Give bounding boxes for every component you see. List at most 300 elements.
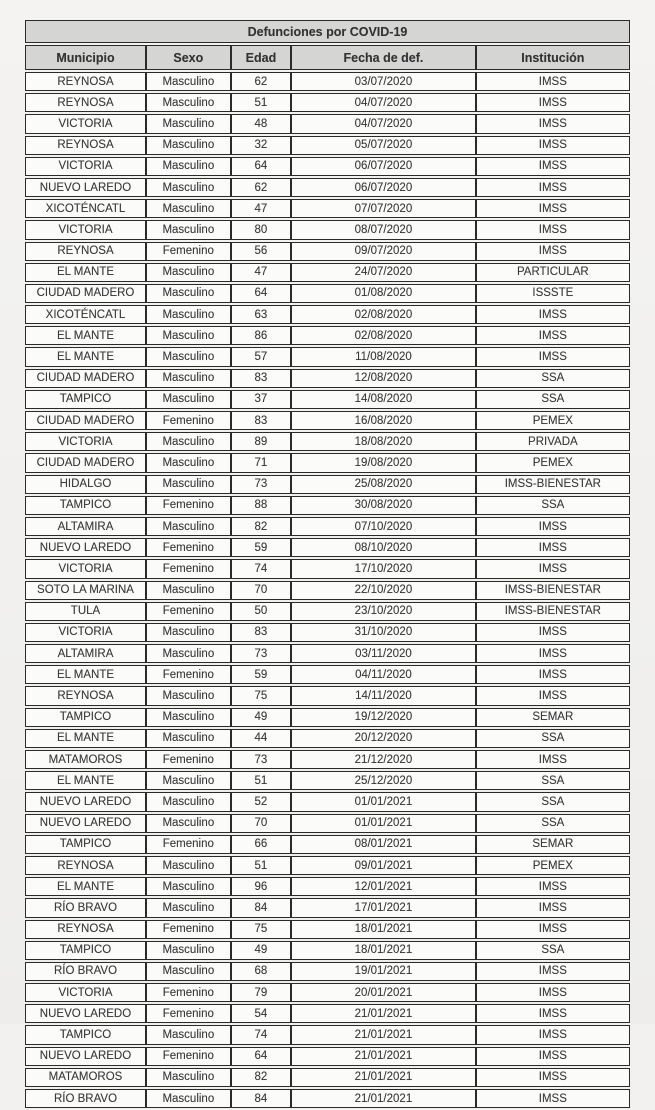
table-cell: 22/10/2020: [291, 581, 476, 600]
table-row: [25, 1089, 630, 1108]
table-cell: 17/01/2021: [291, 898, 476, 917]
table-cell: Masculino: [146, 729, 231, 748]
table-cell: IMSS: [476, 1025, 630, 1044]
table-row: [25, 665, 630, 684]
table-cell: 82: [231, 517, 292, 536]
table-cell: 14/11/2020: [291, 686, 476, 705]
column-header-edad: Edad: [231, 45, 292, 70]
table-cell: Femenino: [146, 411, 231, 430]
table-row: [25, 284, 630, 303]
table-cell: 25/12/2020: [291, 771, 476, 790]
table-cell: ALTAMIRA: [25, 517, 146, 536]
table-cell: SOTO LA MARINA: [25, 581, 146, 600]
table-cell: Masculino: [146, 347, 231, 366]
table-cell: Masculino: [146, 114, 231, 133]
table-cell: Femenino: [146, 1004, 231, 1023]
table-cell: 44: [231, 729, 292, 748]
table-cell: 25/08/2020: [291, 475, 476, 494]
table-cell: IMSS: [476, 750, 630, 769]
table-cell: 84: [231, 1089, 292, 1108]
table-cell: 07/10/2020: [291, 517, 476, 536]
table-cell: 31/10/2020: [291, 623, 476, 642]
table-cell: VICTORIA: [25, 983, 146, 1002]
table-cell: 83: [231, 623, 292, 642]
table-cell: RÍO BRAVO: [25, 1089, 146, 1108]
table-cell: Masculino: [146, 898, 231, 917]
table-cell: 19/01/2021: [291, 962, 476, 981]
table-cell: Masculino: [146, 305, 231, 324]
table-row: [25, 750, 630, 769]
column-header-sexo: Sexo: [146, 45, 231, 70]
table-cell: CIUDAD MADERO: [25, 453, 146, 472]
table-cell: 06/07/2020: [291, 178, 476, 197]
table-cell: 52: [231, 792, 292, 811]
table-cell: 68: [231, 962, 292, 981]
table-cell: Masculino: [146, 1089, 231, 1108]
table-cell: Masculino: [146, 644, 231, 663]
table-cell: IMSS: [476, 157, 630, 176]
table-cell: NUEVO LAREDO: [25, 814, 146, 833]
table-cell: 08/10/2020: [291, 538, 476, 557]
table-cell: Masculino: [146, 581, 231, 600]
table-cell: RÍO BRAVO: [25, 962, 146, 981]
table-cell: 47: [231, 263, 292, 282]
table-row: [25, 623, 630, 642]
table-cell: 73: [231, 750, 292, 769]
table-cell: IMSS: [476, 136, 630, 155]
table-cell: 05/07/2020: [291, 136, 476, 155]
table-cell: 71: [231, 453, 292, 472]
table-cell: 01/01/2021: [291, 792, 476, 811]
table-cell: 59: [231, 538, 292, 557]
table-cell: MATAMOROS: [25, 750, 146, 769]
table-row: [25, 157, 630, 176]
table-title: Defunciones por COVID-19: [25, 20, 630, 43]
table-cell: 66: [231, 835, 292, 854]
table-cell: 06/07/2020: [291, 157, 476, 176]
table-cell: SSA: [476, 390, 630, 409]
table-row: [25, 708, 630, 727]
table-cell: Masculino: [146, 771, 231, 790]
table-header-row: [25, 45, 630, 70]
table-cell: 18/08/2020: [291, 432, 476, 451]
table-cell: EL MANTE: [25, 347, 146, 366]
table-cell: Masculino: [146, 220, 231, 239]
table-cell: PEMEX: [476, 411, 630, 430]
table-cell: IMSS: [476, 877, 630, 896]
table-row: [25, 114, 630, 133]
table-cell: Masculino: [146, 284, 231, 303]
table-cell: HIDALGO: [25, 475, 146, 494]
table-cell: 80: [231, 220, 292, 239]
table-cell: 14/08/2020: [291, 390, 476, 409]
table-cell: VICTORIA: [25, 559, 146, 578]
table-cell: TAMPICO: [25, 708, 146, 727]
table-cell: 47: [231, 199, 292, 218]
table-cell: EL MANTE: [25, 729, 146, 748]
table-cell: 75: [231, 686, 292, 705]
table-cell: Masculino: [146, 877, 231, 896]
table-row: [25, 686, 630, 705]
table-cell: EL MANTE: [25, 877, 146, 896]
table-cell: 19/12/2020: [291, 708, 476, 727]
table-cell: Femenino: [146, 983, 231, 1002]
table-cell: Masculino: [146, 1025, 231, 1044]
table-cell: IMSS: [476, 1004, 630, 1023]
table-row: [25, 475, 630, 494]
table-cell: IMSS-BIENESTAR: [476, 602, 630, 621]
table-row: [25, 1025, 630, 1044]
table-cell: IMSS: [476, 305, 630, 324]
table-row: [25, 538, 630, 557]
table-row: [25, 369, 630, 388]
table-cell: REYNOSA: [25, 920, 146, 939]
table-cell: IMSS: [476, 199, 630, 218]
table-cell: 86: [231, 326, 292, 345]
table-cell: REYNOSA: [25, 686, 146, 705]
table-cell: SSA: [476, 941, 630, 960]
table-cell: TAMPICO: [25, 496, 146, 515]
column-header-fecha-de-def: Fecha de def.: [291, 45, 476, 70]
table-row: [25, 178, 630, 197]
table-cell: 21/01/2021: [291, 1068, 476, 1087]
table-cell: 23/10/2020: [291, 602, 476, 621]
table-cell: CIUDAD MADERO: [25, 369, 146, 388]
table-row: [25, 411, 630, 430]
table-cell: 12/01/2021: [291, 877, 476, 896]
table-cell: Masculino: [146, 93, 231, 112]
table-cell: 18/01/2021: [291, 941, 476, 960]
table-cell: 54: [231, 1004, 292, 1023]
table-row: [25, 581, 630, 600]
table-cell: 12/08/2020: [291, 369, 476, 388]
table-cell: 17/10/2020: [291, 559, 476, 578]
table-cell: IMSS: [476, 644, 630, 663]
table-cell: Masculino: [146, 962, 231, 981]
table-cell: 83: [231, 369, 292, 388]
table-cell: IMSS: [476, 898, 630, 917]
table-cell: NUEVO LAREDO: [25, 1047, 146, 1066]
table-cell: Masculino: [146, 326, 231, 345]
table-row: [25, 432, 630, 451]
table-cell: PRIVADA: [476, 432, 630, 451]
table-cell: IMSS: [476, 1089, 630, 1108]
table-cell: 08/01/2021: [291, 835, 476, 854]
table-cell: 83: [231, 411, 292, 430]
table-cell: SSA: [476, 369, 630, 388]
table-cell: IMSS: [476, 114, 630, 133]
table-cell: 64: [231, 1047, 292, 1066]
table-cell: NUEVO LAREDO: [25, 1004, 146, 1023]
covid-deaths-table-container: [25, 18, 630, 1110]
table-cell: Femenino: [146, 496, 231, 515]
table-cell: VICTORIA: [25, 623, 146, 642]
table-cell: Masculino: [146, 72, 231, 91]
table-cell: SEMAR: [476, 835, 630, 854]
table-cell: Masculino: [146, 453, 231, 472]
table-cell: EL MANTE: [25, 326, 146, 345]
table-cell: IMSS: [476, 538, 630, 557]
table-cell: ISSSTE: [476, 284, 630, 303]
table-row: [25, 559, 630, 578]
table-row: [25, 898, 630, 917]
table-cell: IMSS: [476, 72, 630, 91]
covid-deaths-table: [25, 18, 630, 1110]
table-cell: CIUDAD MADERO: [25, 411, 146, 430]
table-cell: XICOTÉNCATL: [25, 305, 146, 324]
table-cell: EL MANTE: [25, 665, 146, 684]
table-cell: IMSS: [476, 983, 630, 1002]
table-cell: 70: [231, 581, 292, 600]
table-row: [25, 835, 630, 854]
table-cell: Masculino: [146, 941, 231, 960]
table-cell: Masculino: [146, 432, 231, 451]
table-cell: 59: [231, 665, 292, 684]
table-cell: 57: [231, 347, 292, 366]
table-cell: Masculino: [146, 390, 231, 409]
table-row: [25, 920, 630, 939]
table-cell: 21/01/2021: [291, 1004, 476, 1023]
table-cell: 82: [231, 1068, 292, 1087]
table-cell: IMSS: [476, 1068, 630, 1087]
table-row: [25, 983, 630, 1002]
table-cell: Masculino: [146, 369, 231, 388]
table-row: [25, 1004, 630, 1023]
table-cell: 37: [231, 390, 292, 409]
table-cell: 74: [231, 559, 292, 578]
table-cell: Masculino: [146, 792, 231, 811]
table-cell: IMSS: [476, 623, 630, 642]
table-cell: 09/07/2020: [291, 242, 476, 261]
table-row: [25, 453, 630, 472]
table-cell: 09/01/2021: [291, 856, 476, 875]
table-cell: SEMAR: [476, 708, 630, 727]
table-cell: REYNOSA: [25, 242, 146, 261]
table-cell: VICTORIA: [25, 157, 146, 176]
table-row: [25, 941, 630, 960]
table-row: [25, 771, 630, 790]
table-cell: Masculino: [146, 157, 231, 176]
table-cell: TAMPICO: [25, 835, 146, 854]
table-cell: ALTAMIRA: [25, 644, 146, 663]
table-cell: 11/08/2020: [291, 347, 476, 366]
table-row: [25, 1047, 630, 1066]
table-cell: XICOTÉNCATL: [25, 199, 146, 218]
table-cell: Masculino: [146, 623, 231, 642]
table-cell: VICTORIA: [25, 220, 146, 239]
table-cell: IMSS: [476, 1047, 630, 1066]
table-cell: 30/08/2020: [291, 496, 476, 515]
table-cell: 21/12/2020: [291, 750, 476, 769]
table-cell: SSA: [476, 792, 630, 811]
table-cell: TAMPICO: [25, 390, 146, 409]
table-cell: 21/01/2021: [291, 1025, 476, 1044]
table-cell: 01/01/2021: [291, 814, 476, 833]
table-cell: REYNOSA: [25, 93, 146, 112]
table-cell: TAMPICO: [25, 941, 146, 960]
table-cell: NUEVO LAREDO: [25, 538, 146, 557]
table-cell: IMSS: [476, 220, 630, 239]
table-row: [25, 390, 630, 409]
table-cell: 01/08/2020: [291, 284, 476, 303]
table-cell: IMSS-BIENESTAR: [476, 581, 630, 600]
table-cell: 51: [231, 771, 292, 790]
table-cell: 20/12/2020: [291, 729, 476, 748]
table-cell: SSA: [476, 771, 630, 790]
table-cell: 79: [231, 983, 292, 1002]
table-row: [25, 729, 630, 748]
table-cell: REYNOSA: [25, 136, 146, 155]
table-cell: Masculino: [146, 814, 231, 833]
table-cell: IMSS: [476, 326, 630, 345]
table-cell: 73: [231, 475, 292, 494]
table-cell: EL MANTE: [25, 771, 146, 790]
table-row: [25, 517, 630, 536]
table-cell: Femenino: [146, 1047, 231, 1066]
table-cell: Masculino: [146, 199, 231, 218]
table-cell: 19/08/2020: [291, 453, 476, 472]
table-cell: REYNOSA: [25, 72, 146, 91]
table-row: [25, 93, 630, 112]
table-cell: 75: [231, 920, 292, 939]
table-cell: Femenino: [146, 602, 231, 621]
table-cell: VICTORIA: [25, 114, 146, 133]
table-cell: 48: [231, 114, 292, 133]
table-row: [25, 136, 630, 155]
table-cell: 96: [231, 877, 292, 896]
table-cell: Masculino: [146, 856, 231, 875]
table-row: [25, 792, 630, 811]
table-cell: IMSS: [476, 559, 630, 578]
table-cell: SSA: [476, 814, 630, 833]
table-cell: 62: [231, 72, 292, 91]
table-cell: SSA: [476, 496, 630, 515]
table-cell: 84: [231, 898, 292, 917]
table-cell: 08/07/2020: [291, 220, 476, 239]
table-cell: TAMPICO: [25, 1025, 146, 1044]
table-row: [25, 877, 630, 896]
table-cell: Masculino: [146, 136, 231, 155]
table-cell: Femenino: [146, 559, 231, 578]
table-cell: VICTORIA: [25, 432, 146, 451]
table-cell: IMSS: [476, 962, 630, 981]
table-cell: 24/07/2020: [291, 263, 476, 282]
table-cell: 51: [231, 856, 292, 875]
table-cell: PEMEX: [476, 453, 630, 472]
table-cell: EL MANTE: [25, 263, 146, 282]
table-row: [25, 602, 630, 621]
table-cell: 21/01/2021: [291, 1047, 476, 1066]
table-row: [25, 1068, 630, 1087]
table-body: [25, 72, 630, 1108]
table-row: [25, 199, 630, 218]
table-cell: PARTICULAR: [476, 263, 630, 282]
table-cell: PEMEX: [476, 856, 630, 875]
table-row: [25, 962, 630, 981]
table-cell: IMSS: [476, 686, 630, 705]
table-cell: 04/07/2020: [291, 93, 476, 112]
table-cell: 21/01/2021: [291, 1089, 476, 1108]
table-row: [25, 814, 630, 833]
table-cell: Masculino: [146, 686, 231, 705]
table-cell: 20/01/2021: [291, 983, 476, 1002]
table-cell: MATAMOROS: [25, 1068, 146, 1087]
table-cell: Masculino: [146, 1068, 231, 1087]
table-cell: IMSS: [476, 347, 630, 366]
table-cell: 04/11/2020: [291, 665, 476, 684]
table-row: [25, 644, 630, 663]
table-cell: 64: [231, 284, 292, 303]
table-cell: Femenino: [146, 665, 231, 684]
table-cell: SSA: [476, 729, 630, 748]
table-cell: Masculino: [146, 708, 231, 727]
table-cell: RÍO BRAVO: [25, 898, 146, 917]
table-cell: Femenino: [146, 242, 231, 261]
table-title-row: [25, 20, 630, 43]
table-row: [25, 856, 630, 875]
table-cell: CIUDAD MADERO: [25, 284, 146, 303]
table-row: [25, 305, 630, 324]
table-cell: 70: [231, 814, 292, 833]
table-cell: TULA: [25, 602, 146, 621]
table-cell: IMSS: [476, 517, 630, 536]
table-cell: 64: [231, 157, 292, 176]
table-cell: 50: [231, 602, 292, 621]
table-cell: Femenino: [146, 835, 231, 854]
table-cell: 73: [231, 644, 292, 663]
table-cell: 49: [231, 941, 292, 960]
table-cell: 51: [231, 93, 292, 112]
table-row: [25, 326, 630, 345]
table-row: [25, 263, 630, 282]
table-cell: Femenino: [146, 538, 231, 557]
table-cell: IMSS-BIENESTAR: [476, 475, 630, 494]
table-cell: 32: [231, 136, 292, 155]
table-cell: 02/08/2020: [291, 326, 476, 345]
table-cell: 16/08/2020: [291, 411, 476, 430]
table-row: [25, 242, 630, 261]
table-row: [25, 496, 630, 515]
column-header-municipio: Municipio: [25, 45, 146, 70]
column-header-institucion: Institución: [476, 45, 630, 70]
table-cell: Masculino: [146, 263, 231, 282]
table-cell: Masculino: [146, 178, 231, 197]
table-cell: 03/11/2020: [291, 644, 476, 663]
table-cell: 63: [231, 305, 292, 324]
table-cell: Masculino: [146, 475, 231, 494]
table-cell: IMSS: [476, 665, 630, 684]
table-cell: 62: [231, 178, 292, 197]
table-cell: NUEVO LAREDO: [25, 178, 146, 197]
table-cell: 56: [231, 242, 292, 261]
table-cell: 18/01/2021: [291, 920, 476, 939]
table-cell: 03/07/2020: [291, 72, 476, 91]
table-row: [25, 347, 630, 366]
table-cell: 07/07/2020: [291, 199, 476, 218]
table-cell: 89: [231, 432, 292, 451]
table-cell: IMSS: [476, 242, 630, 261]
table-cell: Femenino: [146, 920, 231, 939]
table-cell: Masculino: [146, 517, 231, 536]
table-row: [25, 220, 630, 239]
table-cell: 04/07/2020: [291, 114, 476, 133]
table-cell: 88: [231, 496, 292, 515]
table-cell: Femenino: [146, 750, 231, 769]
table-row: [25, 72, 630, 91]
table-cell: 49: [231, 708, 292, 727]
table-cell: REYNOSA: [25, 856, 146, 875]
table-cell: IMSS: [476, 178, 630, 197]
